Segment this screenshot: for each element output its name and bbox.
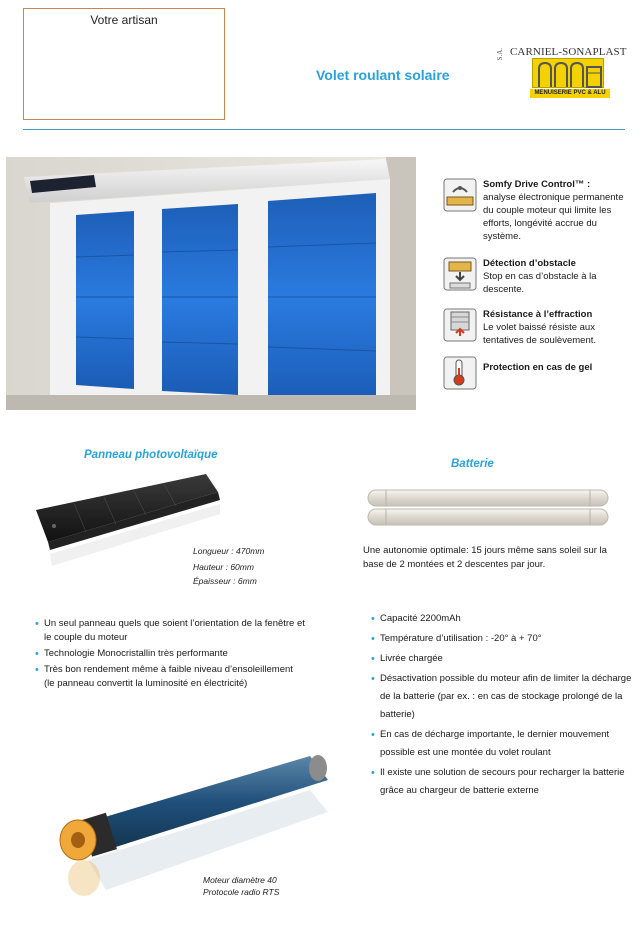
list-item: • Technologie Monocristallin très performante <box>35 647 305 661</box>
motor-diameter: Moteur diamètre 40 <box>203 875 277 885</box>
list-item: • Température d’utilisation : -20° à + 70° <box>371 630 633 648</box>
page-title: Volet roulant solaire <box>316 67 450 83</box>
break-in-resistance-icon <box>443 308 477 342</box>
artisan-box <box>23 8 225 120</box>
feature-somfy-drive-control <box>443 178 633 248</box>
list-item: • Très bon rendement même à faible niveau d’ensoleillement (le panneau convertit la luminosité en électricité) <box>35 663 305 691</box>
feature-break-in-resistance <box>443 308 633 352</box>
frost-protection-icon <box>443 356 477 390</box>
list-item: • Livrée chargée <box>371 650 633 668</box>
solar-shutter-window-photo <box>6 157 416 410</box>
feature-text: Somfy Drive Control™ : analyse électronique permanente du couple moteur qui limite les efforts, longévité accrue du système. <box>483 179 624 242</box>
header-divider <box>23 129 625 130</box>
obstacle-detection-icon <box>443 257 477 291</box>
motor-caption <box>203 874 279 898</box>
battery-image <box>366 488 610 528</box>
feature-obstacle-detection <box>443 257 633 301</box>
logo-tagline: MENUISERIE PVC & ALU <box>530 89 610 98</box>
list-item: • Un seul panneau quels que soient l’orientation de la fenêtre et le couple du moteur <box>35 617 305 645</box>
logo-company-name: CARNIEL-SONAPLAST <box>510 46 627 58</box>
list-item: • Capacité 2200mAh <box>371 610 633 628</box>
artisan-label: Votre artisan <box>90 13 158 27</box>
feature-frost-protection <box>443 356 633 390</box>
feature-text: Protection en cas de gel <box>483 362 593 373</box>
list-item: • Il existe une solution de secours pour recharger la batterie grâce au chargeur de batterie externe <box>371 764 633 800</box>
battery-bullet-list <box>371 610 633 802</box>
list-item: • Désactivation possible du moteur afin de limiter la décharge de la batterie (par ex. : en cas de stockage prolongé de la batterie) <box>371 670 633 724</box>
panel-length: Longueur : 470mm <box>193 546 265 556</box>
somfy-drive-control-icon <box>443 178 477 212</box>
tubular-motor-image <box>48 750 340 910</box>
battery-autonomy-text: Une autonomie optimale: 15 jours même sans soleil sur la base de 2 montées et 2 descentes par jour. <box>363 545 607 570</box>
motor-protocol: Protocole radio RTS <box>203 887 280 897</box>
feature-text: Détection d’obstacle Stop en cas d’obstacle à la descente. <box>483 258 597 295</box>
battery-section-title: Batterie <box>451 458 494 470</box>
feature-text: Résistance à l’effraction Le volet baissé résiste aux tentatives de soulèvement. <box>483 309 597 346</box>
panel-thickness: Épaisseur : 6mm <box>193 576 257 586</box>
panel-height: Hauteur : 60mm <box>193 562 254 572</box>
logo-prefix: S.A. <box>496 48 504 61</box>
panel-section-title: Panneau photovoltaïque <box>84 449 218 461</box>
company-logo <box>496 46 627 98</box>
panel-bullet-list <box>35 617 305 693</box>
logo-mark-icon <box>532 58 604 88</box>
list-item: • En cas de décharge importante, le dernier mouvement possible est une montée du volet roulant <box>371 726 633 762</box>
